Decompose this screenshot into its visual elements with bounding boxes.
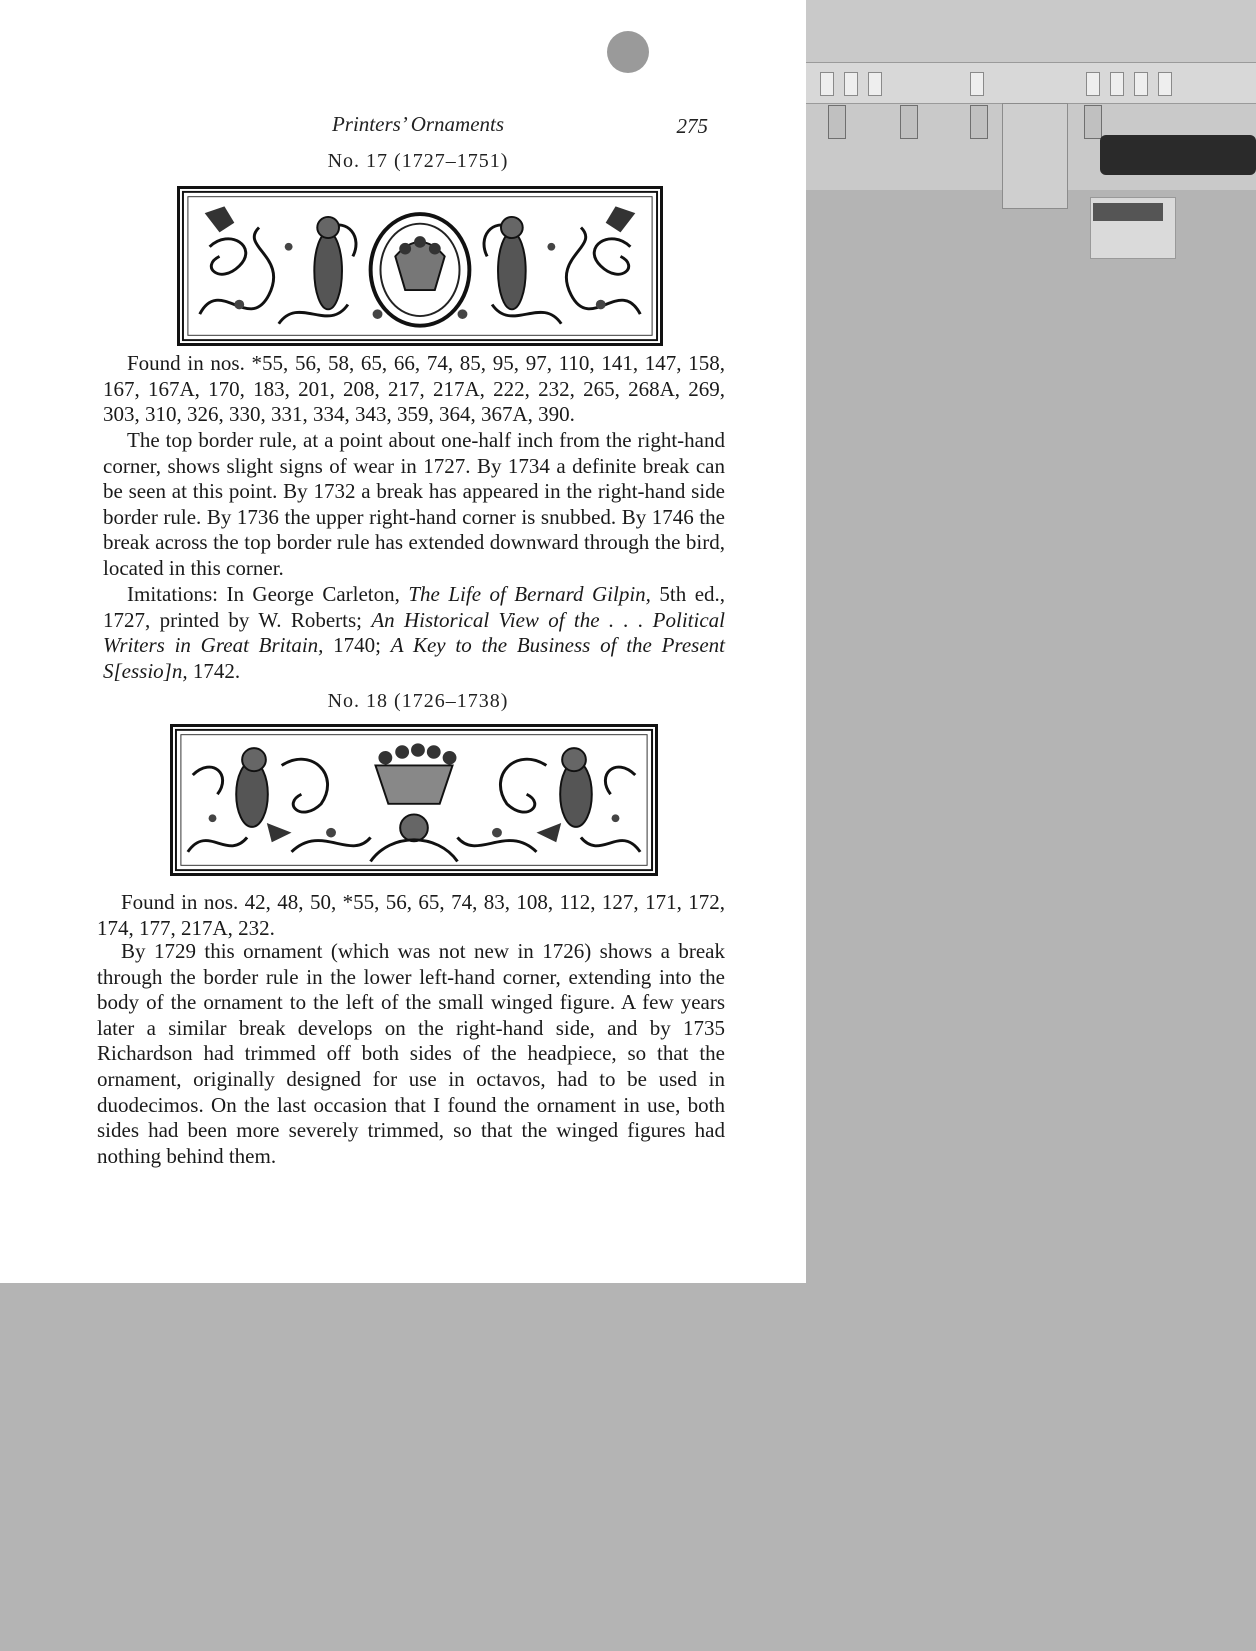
scanner-latch: [1002, 103, 1068, 209]
ornament-18-found-in: Found in nos. 42, 48, 50, *55, 56, 65, 74, 83, 108, 112, 127, 171, 172, 174, 177, 217A, 232.: [97, 890, 725, 940]
scanner-slot: [1158, 72, 1172, 96]
ornament-17-caption: No. 17 (1727–1751): [327, 150, 509, 172]
ornament-18-wear-notes: By 1729 this ornament (which was not new in 1726) shows a break through the border rule in the lower left-hand corner, extending into the body of the ornament to the left of the small winged figure. A few years later a similar break develops on the right-hand side, and by 1735 Richardson had trimmed off both sides of the headpiece, so that the ornament, originally designed for use in octavos, had to be used in duodecimos. On the last occasion that I found the ornament in use, both sides had been more severely trimmed, so that the winged figures had nothing behind them.: [97, 939, 725, 1168]
scanner-slot: [1110, 72, 1124, 96]
scanner-slot: [868, 72, 882, 96]
ornament-17-wear-notes: The top border rule, at a point about one-half inch from the right-hand corner, shows slight signs of wear in 1727. By 1734 a definite break can be seen at this point. By 1732 a break has appeared in the right-hand side border rule. By 1736 the upper right-hand corner is snubbed. By 1746 the break across the top border rule has extended downward through the bird, located in this corner.: [103, 428, 725, 580]
ornament-18-caption: No. 18 (1726–1738): [327, 690, 509, 712]
page-number: 275: [676, 114, 708, 138]
scanner-roller: [1100, 135, 1256, 175]
scanner-slot: [1134, 72, 1148, 96]
scanner-tab: [970, 105, 988, 139]
scanner-tab: [1084, 105, 1102, 139]
ornament-17-found-in: Found in nos. *55, 56, 58, 65, 66, 74, 85, 95, 97, 110, 141, 147, 158, 167, 167A, 170, 183, 201, 208, 217, 217A, 222, 232, 265, 268A, 269, 303, 310, 326, 330, 331, 334, 343, 359, 364, 367A, 390.: [103, 351, 725, 427]
ornament-18-image: [170, 724, 658, 876]
book-page: [0, 0, 806, 1283]
scanner-slot: [970, 72, 984, 96]
scanner-slot: [844, 72, 858, 96]
scanner-tab: [900, 105, 918, 139]
scanner-slot: [820, 72, 834, 96]
ornament-17-imitations: Imitations: In George Carleton, The Life of Bernard Gilpin, 5th ed., 1727, printed by W. Roberts; An Historical View of the . . . Political Writers in Great Britain, 1740; A Key to the Business of the Present S[essio]n, 1742.: [103, 582, 726, 683]
page-header: [120, 112, 716, 142]
scanner-slot: [1086, 72, 1100, 96]
scanner-tab: [828, 105, 846, 139]
punch-hole: [607, 31, 649, 73]
ornament-17-image: [177, 186, 663, 346]
running-title: Printers’ Ornaments: [331, 112, 505, 136]
scanner-pad: [1090, 197, 1176, 259]
